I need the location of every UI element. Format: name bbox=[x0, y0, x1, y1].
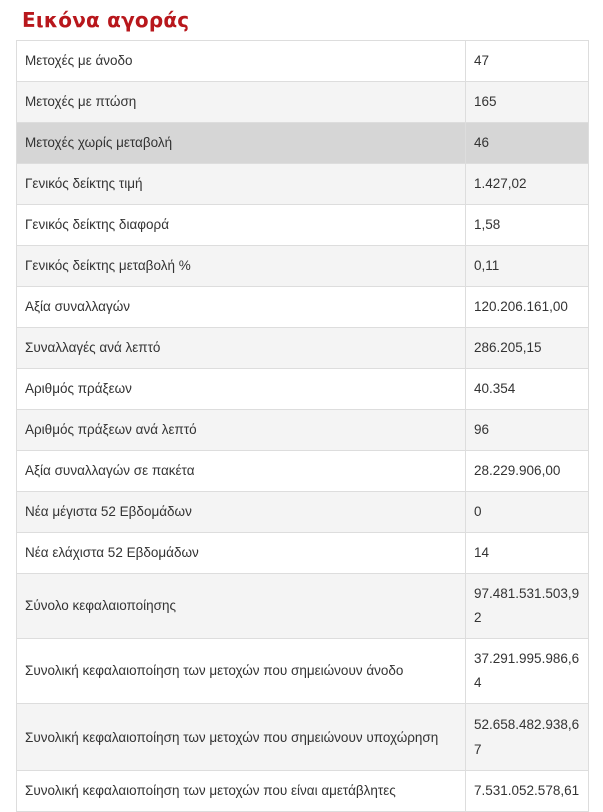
row-label: Αριθμός πράξεων ανά λεπτό bbox=[17, 410, 466, 451]
row-value: 96 bbox=[466, 410, 589, 451]
row-value: 46 bbox=[466, 123, 589, 164]
table-row bbox=[17, 451, 588, 492]
table-row bbox=[17, 533, 588, 574]
table-row bbox=[17, 164, 588, 205]
row-label: Γενικός δείκτης τιμή bbox=[17, 164, 466, 205]
table-row bbox=[17, 771, 588, 812]
row-value: 28.229.906,00 bbox=[466, 451, 589, 492]
table-row bbox=[17, 246, 588, 287]
market-table-container bbox=[16, 40, 589, 812]
row-label: Μετοχές με άνοδο bbox=[17, 41, 466, 82]
row-value: 1,58 bbox=[466, 205, 589, 246]
row-label: Γενικός δείκτης διαφορά bbox=[17, 205, 466, 246]
table-row-highlighted bbox=[17, 123, 588, 164]
row-value: 37.291.995.986,64 bbox=[466, 639, 589, 704]
row-label: Συναλλαγές ανά λεπτό bbox=[17, 328, 466, 369]
table-row bbox=[17, 205, 588, 246]
page-title: Εικόνα αγοράς bbox=[22, 8, 190, 32]
row-value: 286.205,15 bbox=[466, 328, 589, 369]
row-value: 120.206.161,00 bbox=[466, 287, 589, 328]
row-label: Αξία συναλλαγών σε πακέτα bbox=[17, 451, 466, 492]
row-label: Συνολική κεφαλαιοποίηση των μετοχών που σημειώνουν υποχώρηση bbox=[17, 704, 466, 771]
table-row bbox=[17, 639, 588, 704]
table-row bbox=[17, 492, 588, 533]
row-label: Σύνολο κεφαλαιοποίησης bbox=[17, 574, 466, 639]
row-label: Γενικός δείκτης μεταβολή % bbox=[17, 246, 466, 287]
table-row bbox=[17, 410, 588, 451]
row-value: 97.481.531.503,92 bbox=[466, 574, 589, 639]
row-label: Αξία συναλλαγών bbox=[17, 287, 466, 328]
table-row bbox=[17, 369, 588, 410]
row-value: 165 bbox=[466, 82, 589, 123]
row-label: Νέα μέγιστα 52 Εβδομάδων bbox=[17, 492, 466, 533]
row-value: 0 bbox=[466, 492, 589, 533]
row-value: 40.354 bbox=[466, 369, 589, 410]
table-row bbox=[17, 704, 588, 771]
table-row bbox=[17, 287, 588, 328]
row-value: 14 bbox=[466, 533, 589, 574]
row-label: Συνολική κεφαλαιοποίηση των μετοχών που σημειώνουν άνοδο bbox=[17, 639, 466, 704]
table-row bbox=[17, 328, 588, 369]
row-label: Μετοχές με πτώση bbox=[17, 82, 466, 123]
row-label: Νέα ελάχιστα 52 Εβδομάδων bbox=[17, 533, 466, 574]
row-value: 47 bbox=[466, 41, 589, 82]
row-value: 1.427,02 bbox=[466, 164, 589, 205]
row-value: 52.658.482.938,67 bbox=[466, 704, 589, 771]
row-value: 7.531.052.578,61 bbox=[466, 771, 589, 812]
row-label: Μετοχές χωρίς μεταβολή bbox=[17, 123, 466, 164]
market-table bbox=[17, 41, 588, 812]
row-label: Συνολική κεφαλαιοποίηση των μετοχών που είναι αμετάβλητες bbox=[17, 771, 466, 812]
row-value: 0,11 bbox=[466, 246, 589, 287]
table-row bbox=[17, 82, 588, 123]
table-row bbox=[17, 41, 588, 82]
row-label: Αριθμός πράξεων bbox=[17, 369, 466, 410]
table-row bbox=[17, 574, 588, 639]
